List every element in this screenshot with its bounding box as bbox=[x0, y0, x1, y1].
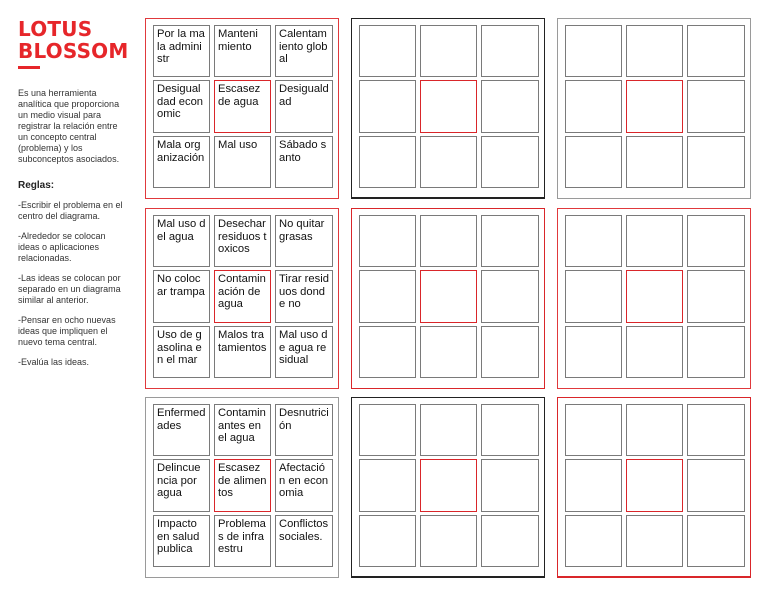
cell-text: Por la mala administr bbox=[157, 28, 205, 65]
cell-text bbox=[421, 81, 476, 83]
cell-text bbox=[688, 460, 744, 462]
lotus-block-7 bbox=[145, 397, 339, 578]
cell-text bbox=[360, 460, 415, 462]
rule-1: -Escribir el problema en el centro del diagrama. bbox=[18, 200, 123, 221]
idea-cell[interactable] bbox=[626, 515, 683, 567]
idea-cell[interactable] bbox=[687, 326, 745, 378]
rules-heading: Reglas: bbox=[18, 180, 55, 191]
cell-text bbox=[627, 81, 682, 83]
idea-cell[interactable] bbox=[687, 215, 745, 267]
cell-text: Desigualdad bbox=[279, 83, 329, 108]
idea-cell[interactable] bbox=[481, 515, 539, 567]
cell-text bbox=[688, 137, 744, 139]
cell-text bbox=[627, 405, 682, 407]
center-cell[interactable] bbox=[420, 459, 477, 512]
idea-cell[interactable] bbox=[687, 136, 745, 188]
cell-text: Sábado santo bbox=[279, 139, 327, 164]
idea-cell[interactable] bbox=[153, 404, 210, 456]
lotus-block-9 bbox=[557, 397, 751, 578]
cell-text: Contaminación de agua bbox=[218, 273, 266, 310]
idea-cell[interactable] bbox=[275, 136, 333, 188]
cell-text: Desechar residuos toxicos bbox=[218, 218, 267, 255]
idea-cell[interactable] bbox=[214, 326, 271, 378]
idea-cell[interactable] bbox=[565, 136, 622, 188]
center-cell[interactable] bbox=[626, 459, 683, 512]
cell-text bbox=[360, 137, 415, 139]
center-cell[interactable] bbox=[214, 80, 271, 133]
cell-text: Contaminantes en el agua bbox=[218, 407, 266, 444]
idea-cell[interactable] bbox=[420, 136, 477, 188]
cell-text bbox=[688, 405, 744, 407]
idea-cell[interactable] bbox=[359, 404, 416, 456]
description: Es una herramienta analítica que proporciona un medio visual para registrar la relación entre un concepto central (problema) y los subconceptos asociados. bbox=[18, 88, 120, 164]
idea-cell[interactable] bbox=[420, 326, 477, 378]
title bbox=[18, 18, 128, 62]
cell-text: Escasez de agua bbox=[218, 83, 261, 108]
cell-text bbox=[688, 327, 744, 329]
idea-cell[interactable] bbox=[687, 459, 745, 512]
idea-cell[interactable] bbox=[420, 215, 477, 267]
idea-cell[interactable] bbox=[275, 404, 333, 456]
cell-text: No quitar grasas bbox=[279, 218, 325, 243]
idea-cell[interactable] bbox=[626, 136, 683, 188]
idea-cell[interactable] bbox=[214, 25, 271, 77]
idea-cell[interactable] bbox=[420, 404, 477, 456]
rule-5: -Evalúa las ideas. bbox=[18, 357, 90, 367]
cell-text: No colocar trampa bbox=[157, 273, 205, 298]
idea-cell[interactable] bbox=[214, 404, 271, 456]
idea-cell[interactable] bbox=[153, 215, 210, 267]
lotus-block-1 bbox=[145, 18, 339, 199]
idea-cell[interactable] bbox=[275, 270, 333, 323]
idea-cell[interactable] bbox=[565, 404, 622, 456]
cell-text bbox=[482, 26, 538, 28]
idea-cell[interactable] bbox=[481, 459, 539, 512]
idea-cell[interactable] bbox=[687, 404, 745, 456]
cell-text: Desigualdad economic bbox=[157, 83, 204, 120]
idea-cell[interactable] bbox=[565, 515, 622, 567]
cell-text: Calentamiento global bbox=[279, 28, 328, 65]
idea-cell[interactable] bbox=[214, 136, 271, 188]
rule-4: -Pensar en ocho nuevas ideas que impliquen el nuevo tema central. bbox=[18, 315, 116, 347]
idea-cell[interactable] bbox=[275, 80, 333, 133]
center-cell[interactable] bbox=[626, 80, 683, 133]
cell-text: Mal uso bbox=[218, 139, 258, 151]
idea-cell[interactable] bbox=[626, 326, 683, 378]
cell-text: Malos tratamientos bbox=[218, 329, 267, 354]
cell-text bbox=[627, 460, 682, 462]
cell-text bbox=[421, 137, 476, 139]
title-line-2: BLOSSOM bbox=[18, 39, 129, 63]
rule-2: -Alrededor se colocan ideas o aplicaciones relacionadas. bbox=[18, 231, 106, 263]
idea-cell[interactable] bbox=[481, 404, 539, 456]
idea-cell[interactable] bbox=[359, 270, 416, 323]
lotus-block-4 bbox=[145, 208, 339, 389]
idea-cell[interactable] bbox=[153, 459, 210, 512]
center-cell[interactable] bbox=[420, 80, 477, 133]
idea-cell[interactable] bbox=[687, 25, 745, 77]
cell-text: Problemas de infraestru bbox=[218, 518, 266, 555]
cell-text bbox=[627, 137, 682, 139]
center-cell[interactable] bbox=[214, 459, 271, 512]
idea-cell[interactable] bbox=[359, 459, 416, 512]
cell-text bbox=[482, 516, 538, 518]
idea-cell[interactable] bbox=[275, 515, 333, 567]
idea-cell[interactable] bbox=[565, 80, 622, 133]
idea-cell[interactable] bbox=[214, 515, 271, 567]
cell-text bbox=[421, 460, 476, 462]
cell-text: Mal uso de agua residual bbox=[279, 329, 328, 366]
idea-cell[interactable] bbox=[359, 515, 416, 567]
idea-cell[interactable] bbox=[481, 270, 539, 323]
idea-cell[interactable] bbox=[359, 136, 416, 188]
idea-cell[interactable] bbox=[626, 404, 683, 456]
cell-text bbox=[482, 81, 538, 83]
cell-text bbox=[482, 405, 538, 407]
cell-text: Delincuencia por agua bbox=[157, 462, 201, 499]
cell-text bbox=[566, 137, 621, 139]
cell-text bbox=[360, 516, 415, 518]
cell-text bbox=[360, 81, 415, 83]
cell-text bbox=[627, 271, 682, 273]
cell-text bbox=[421, 516, 476, 518]
cell-text bbox=[421, 26, 476, 28]
cell-text bbox=[360, 327, 415, 329]
idea-cell[interactable] bbox=[565, 270, 622, 323]
center-cell[interactable] bbox=[626, 270, 683, 323]
idea-cell[interactable] bbox=[359, 326, 416, 378]
idea-cell[interactable] bbox=[153, 515, 210, 567]
idea-cell[interactable] bbox=[687, 270, 745, 323]
idea-cell[interactable] bbox=[626, 215, 683, 267]
idea-cell[interactable] bbox=[359, 80, 416, 133]
cell-text bbox=[482, 460, 538, 462]
cell-text bbox=[421, 405, 476, 407]
idea-cell[interactable] bbox=[687, 515, 745, 567]
title-line-1: LOTUS bbox=[18, 17, 93, 41]
cell-text bbox=[688, 271, 744, 273]
cell-text bbox=[566, 81, 621, 83]
cell-text bbox=[482, 137, 538, 139]
cell-text bbox=[360, 271, 415, 273]
lotus-block-6 bbox=[557, 208, 751, 389]
idea-cell[interactable] bbox=[481, 215, 539, 267]
cell-text: Escasez de alimentos bbox=[218, 462, 267, 499]
cell-text bbox=[421, 216, 476, 218]
idea-cell[interactable] bbox=[420, 25, 477, 77]
cell-text bbox=[421, 271, 476, 273]
cell-text: Mala organización bbox=[157, 139, 205, 164]
center-cell[interactable] bbox=[214, 270, 271, 323]
cell-text bbox=[627, 327, 682, 329]
idea-cell[interactable] bbox=[626, 25, 683, 77]
cell-text: Enfermedades bbox=[157, 407, 206, 432]
cell-text bbox=[627, 216, 682, 218]
idea-cell[interactable] bbox=[359, 215, 416, 267]
cell-text: Afectación en economia bbox=[279, 462, 329, 499]
idea-cell[interactable] bbox=[565, 25, 622, 77]
idea-cell[interactable] bbox=[153, 25, 210, 77]
center-cell[interactable] bbox=[420, 270, 477, 323]
idea-cell[interactable] bbox=[481, 136, 539, 188]
cell-text bbox=[360, 216, 415, 218]
lotus-block-2 bbox=[351, 18, 545, 199]
cell-text: Desnutrición bbox=[279, 407, 329, 432]
idea-cell[interactable] bbox=[153, 270, 210, 323]
cell-text bbox=[566, 516, 621, 518]
cell-text: Impacto en salud publica bbox=[157, 518, 200, 555]
cell-text bbox=[482, 327, 538, 329]
cell-text bbox=[360, 405, 415, 407]
cell-text bbox=[421, 327, 476, 329]
cell-text: Tirar residuos donde no bbox=[279, 273, 329, 310]
cell-text bbox=[627, 516, 682, 518]
idea-cell[interactable] bbox=[687, 80, 745, 133]
idea-cell[interactable] bbox=[481, 25, 539, 77]
cell-text bbox=[688, 81, 744, 83]
cell-text bbox=[688, 216, 744, 218]
cell-text: Uso de gasolina en el mar bbox=[157, 329, 202, 366]
idea-cell[interactable] bbox=[565, 215, 622, 267]
idea-cell[interactable] bbox=[275, 326, 333, 378]
idea-cell[interactable] bbox=[481, 80, 539, 133]
cell-text bbox=[566, 327, 621, 329]
cell-text: Conflictos sociales. bbox=[279, 518, 329, 543]
cell-text bbox=[482, 271, 538, 273]
lotus-block-5 bbox=[351, 208, 545, 389]
sidebar bbox=[18, 18, 128, 368]
cell-text: Mal uso del agua bbox=[157, 218, 206, 243]
cell-text bbox=[360, 26, 415, 28]
idea-cell[interactable] bbox=[153, 136, 210, 188]
cell-text: Mantenimiento bbox=[218, 28, 258, 53]
title-underline bbox=[18, 66, 40, 69]
idea-cell[interactable] bbox=[420, 515, 477, 567]
cell-text bbox=[566, 26, 621, 28]
cell-text bbox=[688, 26, 744, 28]
cell-text bbox=[482, 216, 538, 218]
idea-cell[interactable] bbox=[565, 459, 622, 512]
idea-cell[interactable] bbox=[275, 459, 333, 512]
idea-cell[interactable] bbox=[275, 215, 333, 267]
idea-cell[interactable] bbox=[565, 326, 622, 378]
lotus-block-3 bbox=[557, 18, 751, 199]
idea-cell[interactable] bbox=[359, 25, 416, 77]
cell-text bbox=[688, 516, 744, 518]
cell-text bbox=[566, 460, 621, 462]
lotus-block-8 bbox=[351, 397, 545, 578]
idea-cell[interactable] bbox=[275, 25, 333, 77]
cell-text bbox=[627, 26, 682, 28]
cell-text bbox=[566, 405, 621, 407]
idea-cell[interactable] bbox=[481, 326, 539, 378]
cell-text bbox=[566, 271, 621, 273]
idea-cell[interactable] bbox=[153, 80, 210, 133]
idea-cell[interactable] bbox=[153, 326, 210, 378]
idea-cell[interactable] bbox=[214, 215, 271, 267]
rule-3: -Las ideas se colocan por separado en un diagrama similar al anterior. bbox=[18, 273, 121, 305]
cell-text bbox=[566, 216, 621, 218]
